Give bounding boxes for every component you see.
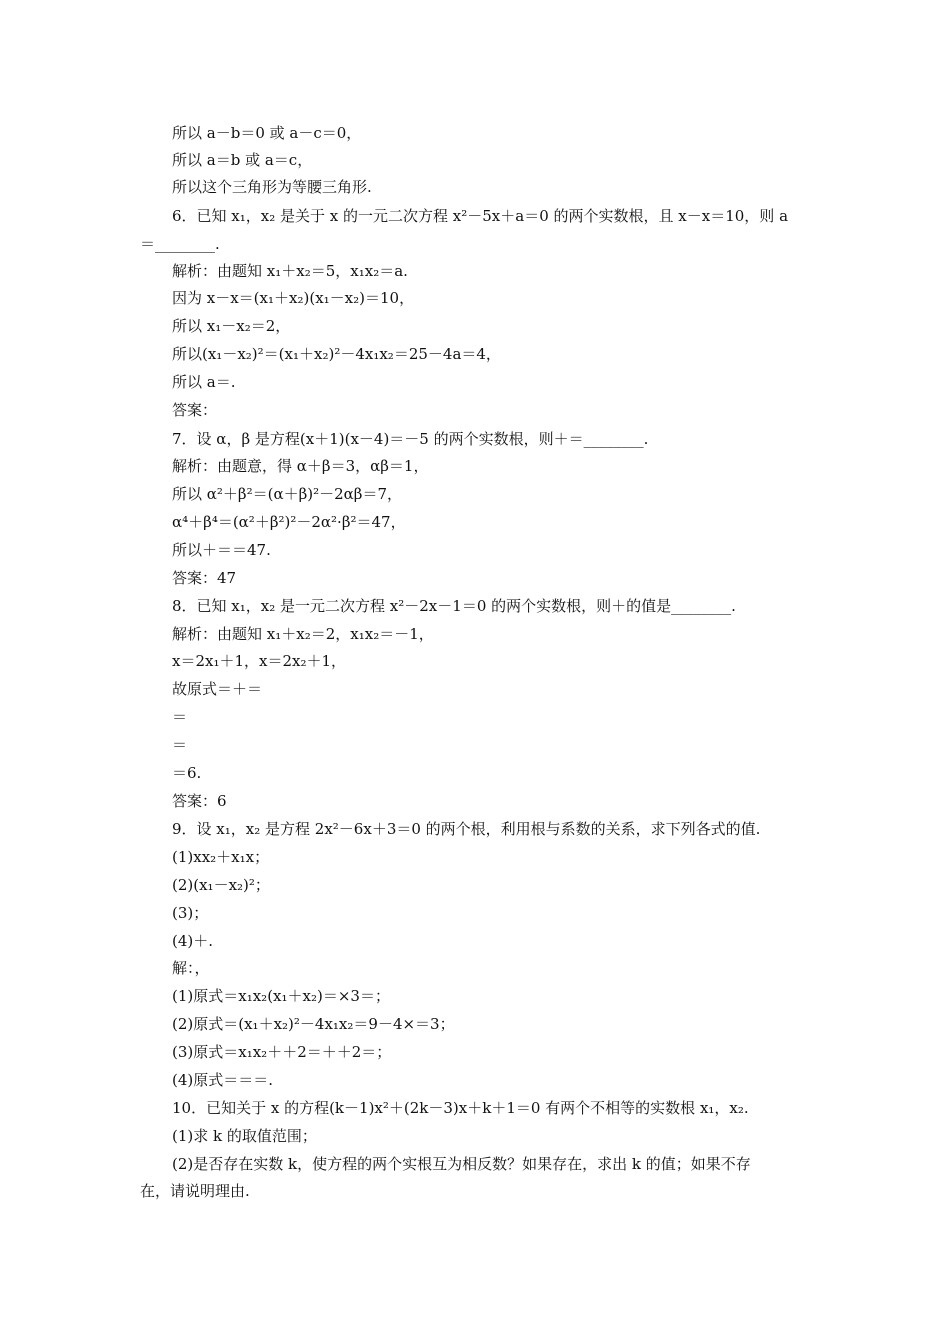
answer-8: 答案：6 xyxy=(172,792,227,810)
question-6: 6．已知 x₁，x₂ 是关于 x 的一元二次方程 x²－5x＋a＝0 的两个实数根，且 x－x＝10，则 a xyxy=(172,207,789,225)
answer-7: 答案：47 xyxy=(172,569,237,587)
text-line: 故原式＝＋＝ xyxy=(172,680,263,698)
text-line: 所以＋＝＝47. xyxy=(172,541,271,559)
text-line: 所以 a＝b 或 a＝c， xyxy=(172,151,313,169)
text-line: (3)原式＝x₁x₂＋＋2＝＋＋2＝； xyxy=(172,1043,392,1061)
text-line: (1)原式＝x₁x₂(x₁＋x₂)＝×3＝； xyxy=(172,987,390,1005)
text-line: 所以(x₁－x₂)²＝(x₁＋x₂)²－4x₁x₂＝25－4a＝4， xyxy=(172,345,501,363)
text-line: 所以 a＝. xyxy=(172,373,236,391)
question-9: 9．设 x₁，x₂ 是方程 2x²－6x＋3＝0 的两个根，利用根与系数的关系，求下列各式的值. xyxy=(172,820,761,838)
text-line: 解析：由题知 x₁＋x₂＝2，x₁x₂＝－1， xyxy=(172,625,434,643)
text-line: 解：， xyxy=(172,959,210,977)
text-line: (4)＋. xyxy=(172,932,214,950)
text-line: ＝ xyxy=(172,708,188,726)
text-line: 所以 x₁－x₂＝2， xyxy=(172,317,291,335)
text-line: 所以这个三角形为等腰三角形. xyxy=(172,178,372,196)
text-line: 因为 x－x＝(x₁＋x₂)(x₁－x₂)＝10， xyxy=(172,289,415,307)
text-line: (1)求 k 的取值范围； xyxy=(172,1127,317,1145)
question-6-blank: ＝________. xyxy=(140,235,220,253)
question-7: 7．设 α，β 是方程(x＋1)(x－4)＝－5 的两个实数根，则＋＝________. xyxy=(172,430,649,448)
text-line: (4)原式＝＝＝. xyxy=(172,1071,274,1089)
text-line: (2)原式＝(x₁＋x₂)²－4x₁x₂＝9－4×＝3； xyxy=(172,1015,455,1033)
text-line: ＝ xyxy=(172,736,188,754)
text-line: (2)(x₁－x₂)²； xyxy=(172,876,270,894)
text-line: 解析：由题意，得 α＋β＝3，αβ＝1， xyxy=(172,457,429,475)
text-line: (2)是否存在实数 k，使方程的两个实根互为相反数？如果存在，求出 k 的值；如果不存 xyxy=(172,1155,751,1173)
text-line: α⁴＋β⁴＝(α²＋β²)²－2α²·β²＝47， xyxy=(172,513,406,531)
question-10: 10．已知关于 x 的方程(k－1)x²＋(2k－3)x＋k＋1＝0 有两个不相等的实数根 x₁，x₂. xyxy=(172,1099,749,1117)
text-line: 所以 α²＋β²＝(α＋β)²－2αβ＝7， xyxy=(172,485,403,503)
text-line: 解析：由题知 x₁＋x₂＝5，x₁x₂＝a. xyxy=(172,262,408,280)
text-line: x＝2x₁＋1，x＝2x₂＋1， xyxy=(172,652,347,670)
text-line: ＝6. xyxy=(172,764,202,782)
answer-6: 答案： xyxy=(172,401,218,419)
question-8: 8．已知 x₁，x₂ 是一元二次方程 x²－2x－1＝0 的两个实数根，则＋的值是________. xyxy=(172,597,736,615)
text-line: 所以 a－b＝0 或 a－c＝0， xyxy=(172,124,362,142)
text-line: (1)xx₂＋x₁x； xyxy=(172,848,270,866)
text-line: 在，请说明理由. xyxy=(140,1182,250,1200)
text-line: (3)； xyxy=(172,904,209,922)
